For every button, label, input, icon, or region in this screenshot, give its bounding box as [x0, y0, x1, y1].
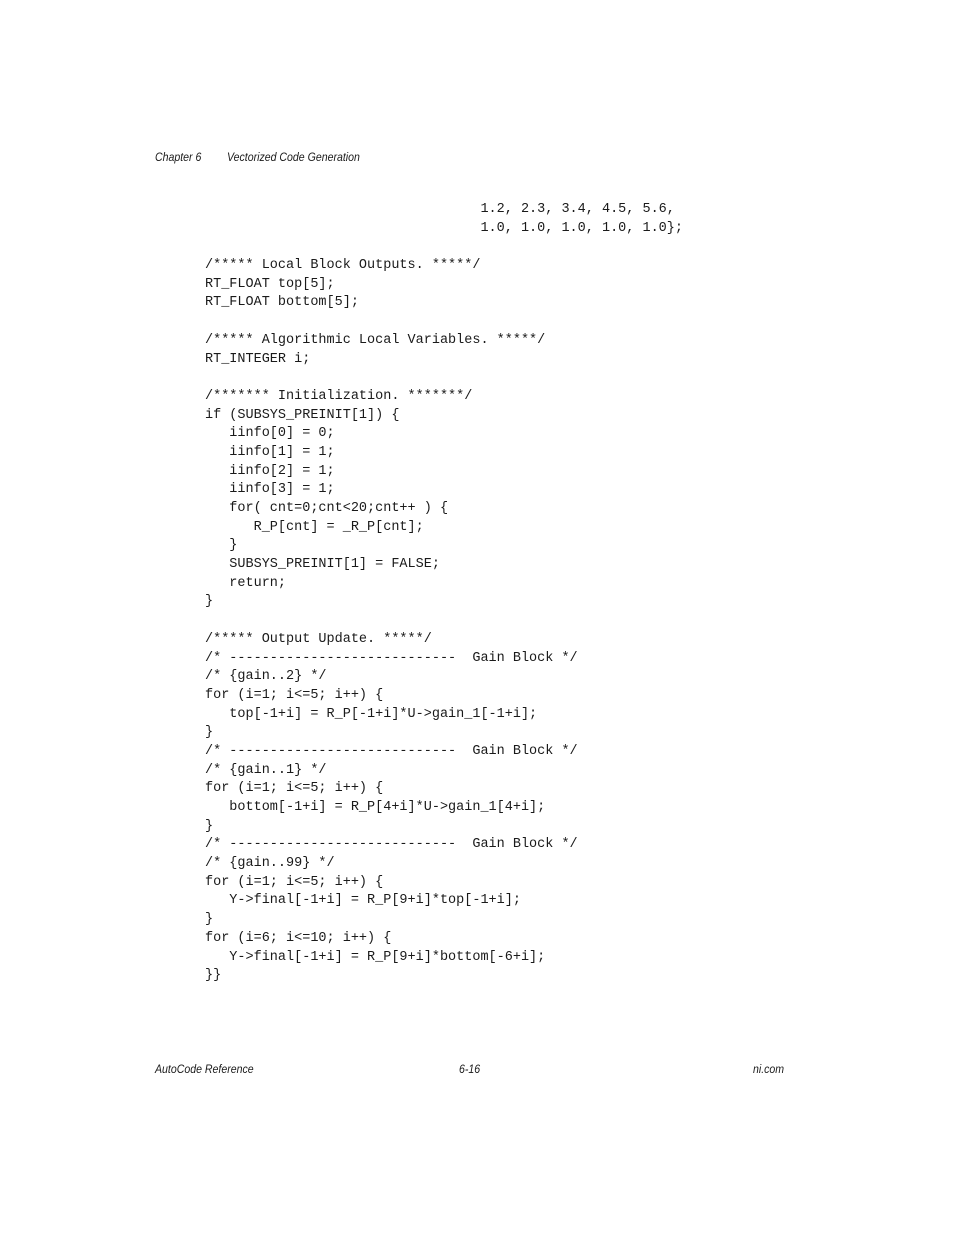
code-line: RT_INTEGER i; — [205, 351, 311, 367]
code-line: /***** Algorithmic Local Variables. *****/ — [205, 332, 546, 348]
code-line: /* {gain..99} */ — [205, 856, 335, 872]
code-line: bottom[-1+i] = R_P[4+i]*U->gain_1[4+i]; — [205, 800, 546, 815]
code-line: } — [205, 912, 214, 928]
code-line: RT_FLOAT top[5]; — [205, 276, 335, 292]
footer-page-number: 6-16 — [459, 1062, 481, 1076]
code-line: 1.2, 2.3, 3.4, 4.5, 5.6, — [205, 202, 675, 217]
code-line: /******* Initialization. *******/ — [205, 388, 473, 404]
code-line: Y->final[-1+i] = R_P[9+i]*bottom[-6+i]; — [205, 949, 546, 965]
code-line: /***** Local Block Outputs. *****/ — [205, 258, 481, 274]
code-line: 1.0, 1.0, 1.0, 1.0, 1.0}; — [205, 220, 683, 236]
code-line: Y->final[-1+i] = R_P[9+i]*top[-1+i]; — [205, 893, 521, 909]
code-line: RT_FLOAT bottom[5]; — [205, 295, 359, 311]
code-line: for (i=1; i<=5; i++) { — [205, 687, 384, 703]
code-line: if (SUBSYS_PREINIT[1]) { — [205, 407, 400, 423]
code-line: iinfo[1] = 1; — [205, 444, 335, 460]
header-chapter: Chapter 6 — [155, 150, 202, 164]
footer-manual-title: AutoCode Reference — [155, 1062, 254, 1076]
code-line — [205, 313, 683, 332]
code-line: SUBSYS_PREINIT[1] = FALSE; — [205, 557, 440, 573]
code-line: } — [205, 818, 214, 834]
code-listing — [205, 201, 683, 986]
code-line: /***** Output Update. *****/ — [205, 631, 432, 647]
code-line: } — [205, 725, 214, 741]
code-line: iinfo[2] = 1; — [205, 463, 335, 479]
header-title: Vectorized Code Generation — [227, 150, 360, 164]
code-line — [205, 612, 683, 631]
code-line: /* ---------------------------- Gain Block */ — [205, 650, 578, 666]
code-line: for (i=1; i<=5; i++) { — [205, 874, 384, 890]
code-line: top[-1+i] = R_P[-1+i]*U->gain_1[-1+i]; — [205, 706, 538, 722]
code-line: } — [205, 538, 238, 554]
code-line: } — [205, 594, 214, 610]
code-line — [205, 369, 683, 388]
code-line: for( cnt=0;cnt<20;cnt++ ) { — [205, 501, 449, 516]
code-line — [205, 238, 683, 257]
code-line: for (i=1; i<=5; i++) { — [205, 781, 384, 797]
code-line: for (i=6; i<=10; i++) { — [205, 930, 392, 946]
code-line: return; — [205, 575, 287, 591]
code-line: /* {gain..1} */ — [205, 762, 327, 778]
code-line: /* {gain..2} */ — [205, 669, 327, 685]
footer-website: ni.com — [753, 1062, 785, 1076]
code-line: }} — [205, 968, 222, 984]
code-line: /* ---------------------------- Gain Block */ — [205, 837, 578, 853]
code-line: iinfo[0] = 0; — [205, 426, 335, 442]
code-line: /* ---------------------------- Gain Block */ — [205, 743, 578, 759]
code-line: R_P[cnt] = _R_P[cnt]; — [205, 519, 424, 535]
code-line: iinfo[3] = 1; — [205, 482, 335, 498]
